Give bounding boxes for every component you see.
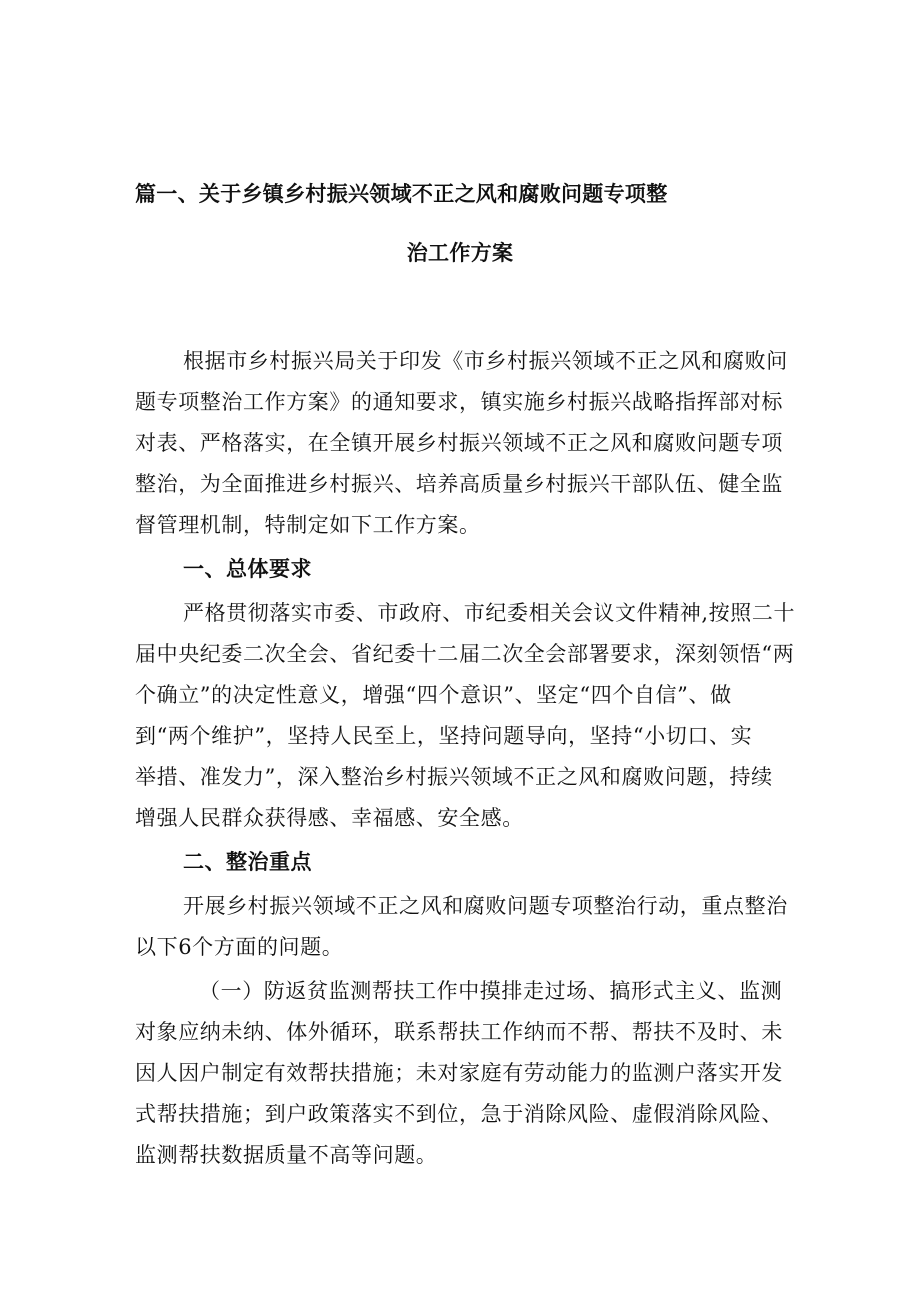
paragraph-line: 到“两个维护”，坚持人民至上，坚持问题导向，坚持“小切口、实 <box>135 724 753 748</box>
paragraph-line: 督管理机制，特制定如下工作方案。 <box>135 513 481 537</box>
paragraph-line: 根据市乡村振兴局关于印发《市乡村振兴领域不正之风和腐败问 <box>183 349 788 373</box>
paragraph-line: 以下6个方面的问题。 <box>135 935 344 959</box>
paragraph-line: 开展乡村振兴领域不正之风和腐败问题专项整治行动，重点整治 <box>183 894 788 918</box>
document-title-line-1: 篇一、关于乡镇乡村振兴领域不正之风和腐败问题专项整 <box>135 182 668 206</box>
paragraph-line: 监测帮扶数据质量不高等问题。 <box>135 1143 438 1167</box>
paragraph-line: 式帮扶措施；到户政策落实不到位，急于消除风险、虚假消除风险、 <box>135 1102 783 1126</box>
paragraph-line: 届中央纪委二次全会、省纪委十二届二次全会部署要求，深刻领悟“两 <box>135 642 795 666</box>
paragraph-line: 整治，为全面推进乡村振兴、培养高质量乡村振兴干部队伍、健全监 <box>135 472 783 496</box>
paragraph-line: 对象应纳未纳、体外循环，联系帮扶工作纳而不帮、帮扶不及时、未 <box>135 1020 783 1044</box>
paragraph-line: 题专项整治工作方案》的通知要求，镇实施乡村振兴战略指挥部对标 <box>135 390 783 414</box>
paragraph-line: 对表、严格落实，在全镇开展乡村振兴领域不正之风和腐败问题专项 <box>135 431 783 455</box>
section-heading: 一、总体要求 <box>183 557 312 581</box>
paragraph-line: 个确立”的决定性意义，增强“四个意识”、坚定“四个自信”、做 <box>135 683 732 707</box>
paragraph-line: 增强人民群众获得感、幸福感、安全感。 <box>135 806 524 830</box>
paragraph-line: 举措、准发力”，深入整治乡村振兴领域不正之风和腐败问题，持续 <box>135 765 773 789</box>
paragraph-line: 严格贯彻落实市委、市政府、市纪委相关会议文件精神,按照二十 <box>183 601 796 625</box>
section-heading: 二、整治重点 <box>183 850 312 874</box>
paragraph-line: （一）防返贫监测帮扶工作中摸排走过场、搞形式主义、监测 <box>199 979 783 1003</box>
paragraph-line: 因人因户制定有效帮扶措施；未对家庭有劳动能力的监测户落实开发 <box>135 1061 783 1085</box>
document-title-line-2: 治工作方案 <box>406 241 514 265</box>
